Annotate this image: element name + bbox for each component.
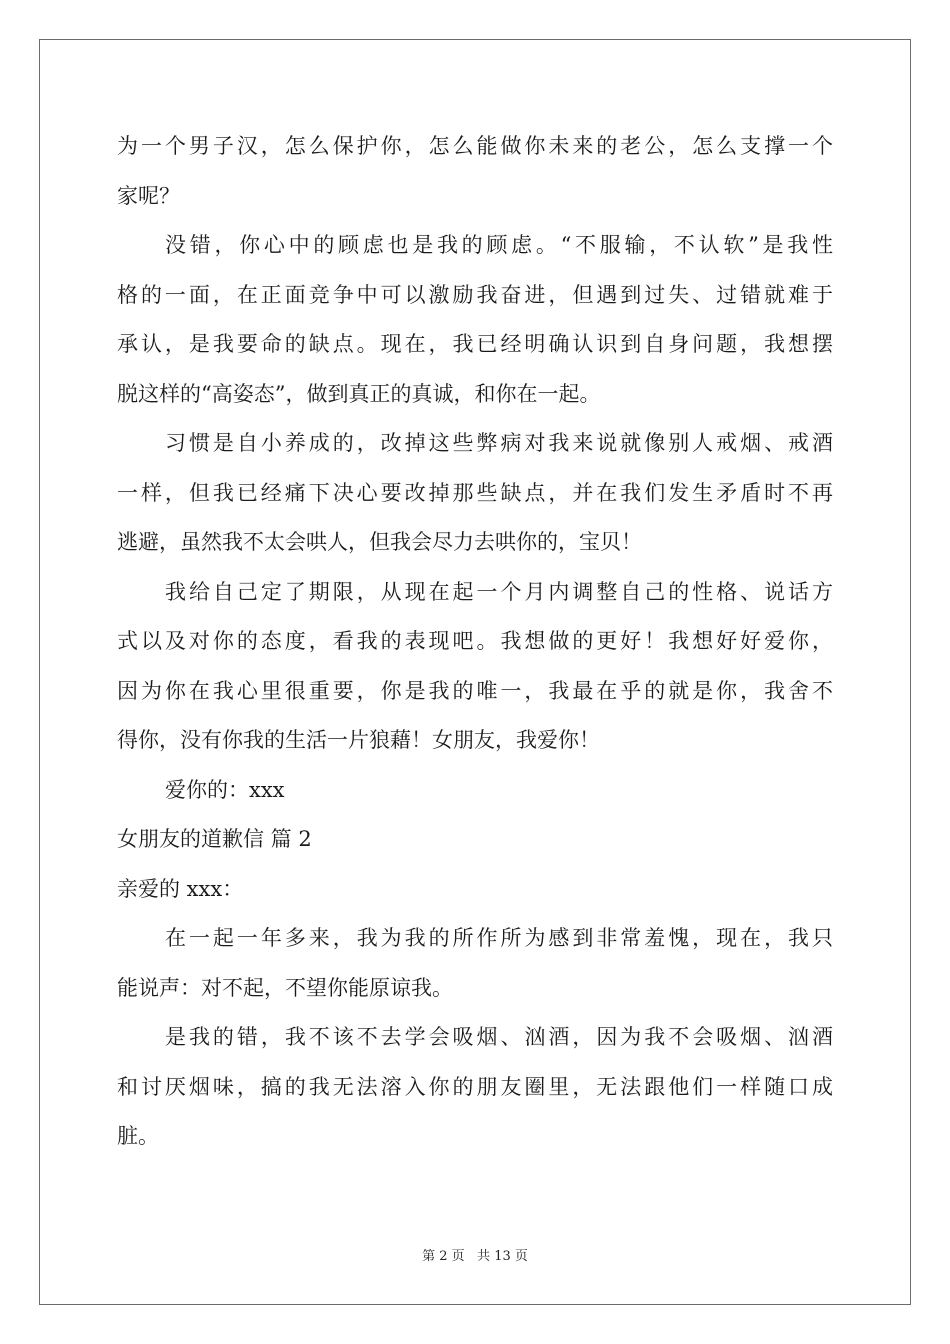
text-line: 脏。 [117,1124,159,1148]
text-line: 亲爱的 xxx： [117,876,244,901]
text-line: 没错，你心中的顾虑也是我的顾虑。“不服输，不认软”是我性 [165,233,833,257]
text-line: 家呢？ [117,183,180,208]
text-line: 为一个男子汉，怎么保护你，怎么能做你未来的老公，怎么支撑一个 [117,134,833,158]
text-line: 承认，是我要命的缺点。现在，我已经明确认识到自身问题，我想摆 [117,332,833,356]
document-body [117,122,833,1162]
text-line: 因为你在我心里很重要，你是我的唯一，我最在乎的就是你，我舍不 [117,678,833,703]
text-line: 我给自己定了期限，从现在起一个月内调整自己的性格、说话方 [165,579,833,604]
page-footer: 第 2 页 共 13 页 [422,1249,528,1264]
text-line: 女朋友的道歉信 篇 2 [117,827,312,851]
text-line: 和讨厌烟味，搞的我无法溶入你的朋友圈里，无法跟他们一样随口成 [117,1074,833,1099]
text-line: 得你，没有你我的生活一片狼藉！女朋友，我爱你！ [117,728,600,752]
text-line: 式以及对你的态度，看我的表现吧。我想做的更好！我想好好爱你， [117,629,833,653]
text-line: 习惯是自小养成的，改掉这些弊病对我来说就像别人戒烟、戒酒 [165,431,833,455]
text-line: 能说声：对不起，不望你能原谅我。 [117,975,453,1000]
text-line: 一样，但我已经痛下决心要改掉那些缺点，并在我们发生矛盾时不再 [117,480,833,505]
text-line: 脱这样的“高姿态”，做到真正的真诚，和你在一起。 [117,381,601,406]
text-line: 逃避，虽然我不太会哄人，但我会尽力去哄你的，宝贝！ [117,530,642,554]
text-line: 是我的错，我不该不去学会吸烟、汹酒，因为我不会吸烟、汹酒 [165,1025,833,1049]
text-line: 爱你的：xxx [165,777,285,802]
text-line: 在一起一年多来，我为我的所作所为感到非常羞愧，现在，我只 [165,926,833,950]
text-line: 格的一面，在正面竞争中可以激励我奋进，但遇到过失、过错就难于 [117,282,833,307]
